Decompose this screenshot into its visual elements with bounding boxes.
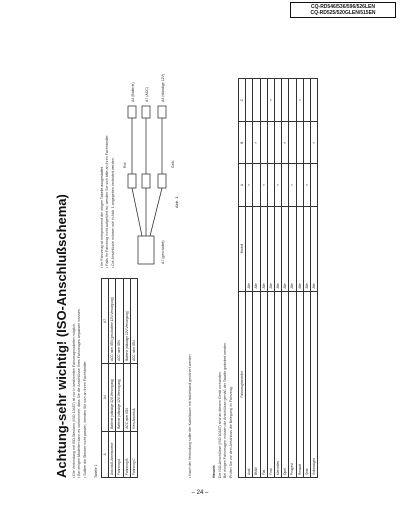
table-cell — [274, 79, 281, 122]
table-header: A7 — [102, 279, 109, 364]
table-cell — [289, 79, 296, 122]
table-row — [303, 79, 310, 478]
table-cell: Batterie (ständige 12V-Versorgung) — [123, 279, 130, 364]
wire — [132, 188, 142, 236]
wire — [150, 188, 162, 236]
right-intro-line: Prüfen Sie vor dem Anschluss die Belegung im Fahrzeug. — [228, 386, 233, 478]
table-cell: Alle — [260, 206, 267, 291]
left-rotated-section — [54, 48, 204, 478]
intro-line: • Bei einigen Modellen kann es vorkommen, dass Sie die Anschlüsse Ihres Fahrzeuges anpassen müssen. — [77, 308, 82, 478]
table-cell: Opel — [282, 291, 289, 477]
table-cell — [260, 122, 267, 164]
table-cell: ACC oder IGN — [123, 363, 130, 431]
table-cell: Fahrzeug C — [130, 431, 137, 477]
table-row — [282, 79, 289, 478]
table-cell — [282, 79, 289, 122]
note-line: • Falls Ihr Fahrzeug nicht aufgeführt ist, wenden Sie sich bitte an Ihren Fachhändler. — [105, 134, 110, 268]
connector-plug — [128, 174, 136, 188]
table-cell — [253, 79, 260, 122]
table-cell: Alle — [267, 206, 274, 291]
table-row — [109, 279, 116, 478]
connector-plug — [142, 174, 150, 188]
table-cell: × — [253, 122, 260, 164]
table-row — [274, 79, 281, 478]
table-cell: × — [267, 79, 274, 122]
table-header: Modell — [239, 206, 246, 291]
table-cell — [267, 122, 274, 164]
figure-label: A4 (Batterie) — [131, 82, 135, 102]
table-cell — [310, 79, 317, 122]
table-cell: ACC oder IGN — [116, 279, 123, 364]
table-header: Fahrzeughersteller — [239, 291, 246, 477]
table-header: A4 — [102, 363, 109, 431]
table-cell: Batterie (ständige 12V-Versorgung) — [116, 363, 123, 431]
table-cell: Seat — [303, 291, 310, 477]
table-cell: Fahrzeug A — [116, 431, 123, 477]
intro-line: • Die Verbindung mit ISO-Steckern (ISO 10487) ist nur in bestimmten Fahrzeugmodellen möglich. — [72, 322, 76, 478]
model-line-1: CQ-RD546/536/596/526LEN — [311, 4, 375, 10]
footnote: • Nach der Verbindung sollte der Kabelbaum mit Isolierband gesichert werden. — [188, 353, 192, 478]
connector-plug — [128, 106, 136, 118]
vehicle-table — [238, 78, 318, 478]
figure-label: A7 (ACC) — [145, 87, 149, 102]
table-cell — [253, 164, 260, 206]
table-cell: Alle — [310, 206, 317, 291]
table-cell: Alle — [274, 206, 281, 291]
right-rotated-section — [212, 38, 362, 478]
table-cell: Peugeot — [289, 291, 296, 477]
table-cell: Fiat — [260, 291, 267, 477]
table-cell: ACC oder IGN (geschaltete 12V-Versorgung) — [109, 279, 116, 364]
table-cell: Alle — [282, 206, 289, 291]
table-cell: Alle — [253, 206, 260, 291]
table-cell: Ford — [267, 291, 274, 477]
table-header: C — [239, 79, 246, 122]
figure-label: A7 (geschaltet) — [161, 240, 165, 264]
wiring-figure — [120, 58, 180, 268]
table-cell: Fahrzeug B — [123, 431, 130, 477]
intro-bullets — [72, 308, 88, 478]
table-cell — [296, 122, 303, 164]
table-cell: × — [260, 164, 267, 206]
table-cell — [260, 79, 267, 122]
table-cell: Mercedes — [274, 291, 281, 477]
figure-caption: Abb. 1 — [174, 196, 179, 208]
table-header-row — [102, 279, 109, 478]
table-cell: × — [274, 164, 281, 206]
table-cell: Anschluß-Arbeitsweise — [109, 431, 116, 477]
table-header: A — [102, 431, 109, 477]
table-row — [130, 279, 137, 478]
table-row — [310, 79, 317, 478]
table-cell: Alle — [289, 206, 296, 291]
table-header: B — [239, 122, 246, 164]
table-cell: ACC oder IGN — [130, 279, 137, 364]
table-cell: Alle — [296, 206, 303, 291]
model-number-box — [290, 2, 396, 18]
table-row — [116, 279, 123, 478]
connector-plug — [158, 106, 166, 118]
table-row — [260, 79, 267, 478]
right-heading: Hinweis — [212, 465, 216, 478]
table-cell — [289, 122, 296, 164]
table-cell: Volkswagen — [310, 291, 317, 477]
page-number: – 24 – — [191, 490, 209, 496]
right-intro-line: Bei einigen Fahrzeugen müssen die Anschlüsse gemäß der Tabelle geändert werden. — [223, 341, 228, 478]
model-line-2: CQ-RD525/520GLEN/515EN — [310, 10, 376, 16]
table-cell — [282, 164, 289, 206]
table-cell — [246, 79, 253, 122]
table-cell — [303, 122, 310, 164]
table-cell: Alle — [303, 206, 310, 291]
table-cell: Alle — [246, 206, 253, 291]
table-row — [253, 79, 260, 478]
figure-label: Rot — [123, 162, 127, 168]
page-title: Achtung-sehr wichtig! (ISO-Anschlußschema) — [54, 194, 69, 478]
table-cell: × — [310, 122, 317, 164]
table-cell — [267, 164, 274, 206]
connection-table — [101, 278, 138, 478]
table-row — [267, 79, 274, 478]
note-line: • Ihr Fahrzeug ist entsprechend der obigen Tabelle ausgestattet. — [100, 166, 104, 268]
table-row — [289, 79, 296, 478]
table-cell — [296, 164, 303, 206]
table-cell: Batterie (ständige 12V-Versorgung) — [109, 363, 116, 431]
table-cell — [246, 122, 253, 164]
connector-plug — [158, 174, 166, 188]
table-cell: Audi — [246, 291, 253, 477]
table-cell: × — [289, 164, 296, 206]
connector-plug — [142, 106, 150, 118]
notes — [100, 134, 116, 268]
table-cell: BMW — [253, 291, 260, 477]
figure-label: A4 (ständige 12V) — [161, 73, 165, 102]
table-row — [296, 79, 303, 478]
table-header-row — [239, 79, 246, 478]
table-cell: Kein Anschluß — [130, 363, 137, 431]
table-row — [123, 279, 130, 478]
figure-label: Gelb — [171, 160, 175, 168]
table-cell — [310, 164, 317, 206]
note-line: • Die Anschlüsse müssen wie in Abb. 1 angegeben verändert werden. — [110, 157, 115, 268]
table-cell: × — [282, 122, 289, 164]
connector-block-left — [138, 236, 154, 264]
right-intro — [218, 342, 234, 478]
table-caption: Tabelle 1 — [94, 464, 98, 478]
right-intro-line: Die ISO-Anschlüsse (ISO 10487) sind an diesem Gerät vorhanden. — [218, 371, 222, 478]
table-cell — [274, 122, 281, 164]
table-header: A — [239, 164, 246, 206]
table-cell: × — [246, 164, 253, 206]
table-cell: × — [303, 164, 310, 206]
table-row — [246, 79, 253, 478]
table-cell — [303, 79, 310, 122]
table-cell: × — [296, 79, 303, 122]
table-cell: Renault — [296, 291, 303, 477]
intro-line: • Sollten die Stecker nicht passen, wenden Sie sich an Ihren Fachhändler. — [82, 360, 87, 478]
